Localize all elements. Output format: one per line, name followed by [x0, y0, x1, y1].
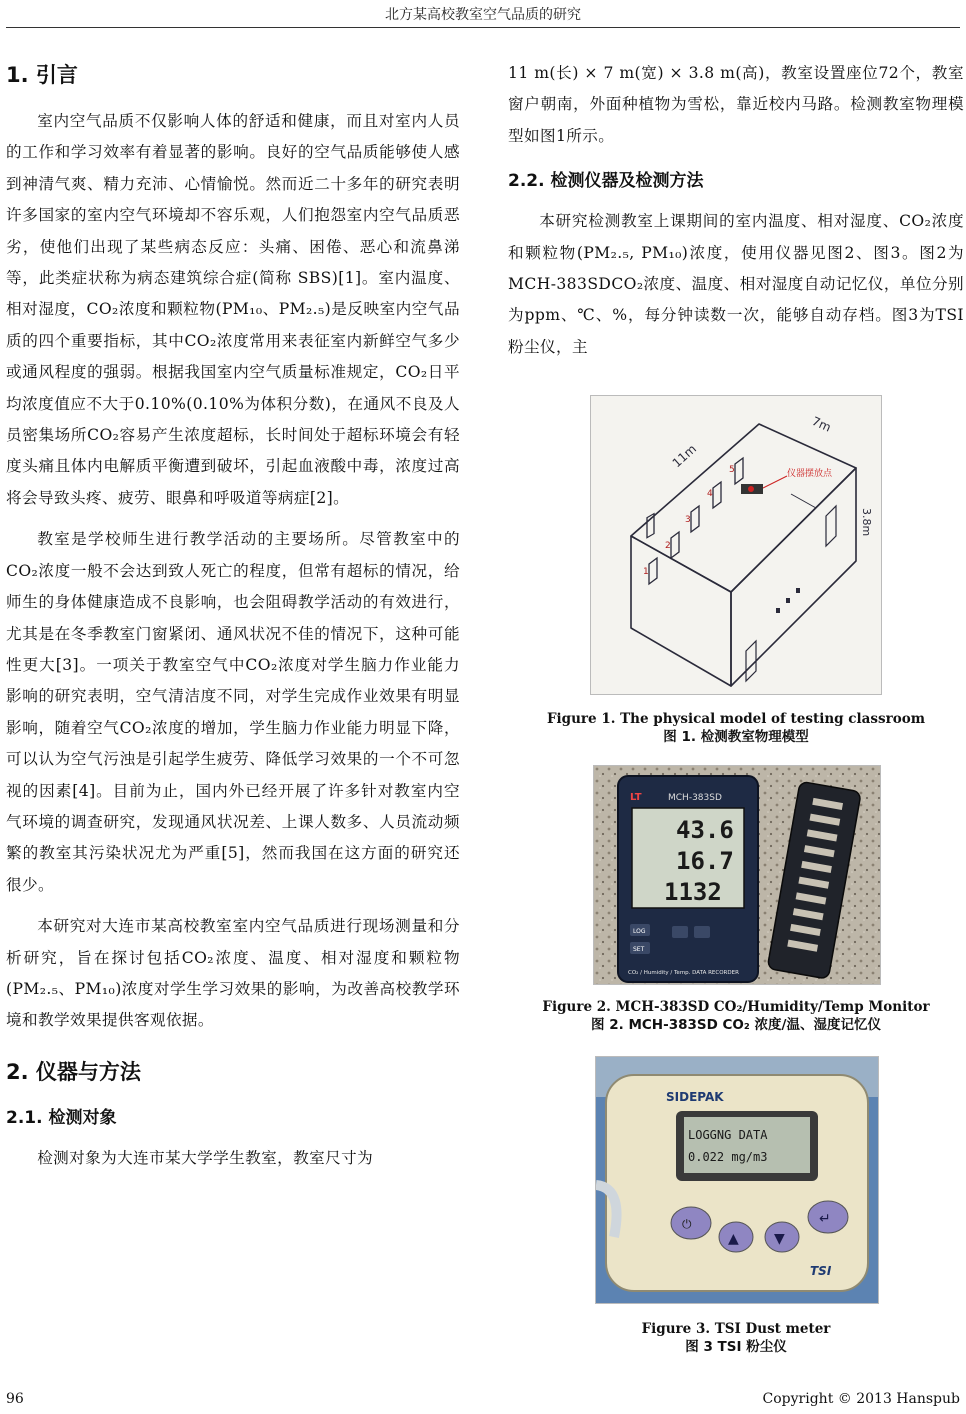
window-number-3: 3 [685, 515, 691, 525]
monitor-down-button [694, 926, 710, 938]
figure-1-caption-zh: 图 1. 检测教室物理模型 [663, 729, 809, 745]
figure-2-caption [508, 998, 964, 1034]
down-arrow-icon: ▼ [774, 1231, 785, 1247]
monitor-up-button [672, 926, 688, 938]
section-2-1-title: 2.1. 检测对象 [6, 1107, 117, 1128]
lcd-reading-3: 1132 [664, 878, 722, 906]
figure-3-caption-zh: 图 3 TSI 粉尘仪 [685, 1339, 787, 1355]
paragraph-object: 检测对象为大连市某大学学生教室，教室尺寸为 [37, 1148, 374, 1167]
section-2-title: 2. 仪器与方法 [6, 1059, 141, 1084]
paragraph-intro-3: 本研究对大连市某高校教室室内空气品质进行现场测量和分析研究，旨在探讨包括CO₂浓度、温度、相对湿度和颗粒物(PM₂.₅、PM₁₀)浓度对学生学习效果的影响，为改善高校教学环境和教学效果提供客观依据。 [6, 917, 460, 1030]
width-label: 7m [809, 413, 834, 435]
co2-monitor-drawing [594, 766, 880, 984]
length-label: 11m [669, 441, 700, 471]
figure-2-co2-monitor-photo [593, 765, 881, 985]
figure-3-caption-en: Figure 3. TSI Dust meter [641, 1321, 831, 1337]
figure-1-caption-en: Figure 1. The physical model of testing classroom [546, 711, 926, 727]
tsi-logo: TSI [810, 1264, 832, 1278]
up-arrow-icon: ▲ [728, 1231, 739, 1247]
paragraph-instruments: 本研究检测教室上课期间的室内温度、相对湿度、CO₂浓度和颗粒物(PM₂.₅, PM₁₀)浓度，使用仪器见图2、图3。图2为MCH-383SDCO₂浓度、温度、相对湿度自动记忆仪，单位分别为ppm、℃、%，每分钟读数一次，能够自动存档。图3为TSI粉尘仪，主 [508, 212, 964, 356]
instrument-dot [748, 486, 754, 492]
lcd-line-2: 0.022 mg/m3 [688, 1150, 768, 1164]
header-rule [6, 27, 960, 28]
window-number-5: 5 [729, 465, 735, 475]
dust-meter-drawing [596, 1057, 878, 1303]
height-label: 3.8m [860, 508, 873, 537]
copyright-notice: Copyright © 2013 Hanspub [762, 1391, 960, 1407]
paragraph-object-cont: 11 m(长) × 7 m(宽) × 3.8 m(高)，教室设置座位72个，教室窗户朝南，外面种植物为雪松，靠近校内马路。检测教室物理模型如图1所示。 [508, 64, 964, 145]
dust-meter-lcd [684, 1117, 810, 1173]
dust-meter-brand: SIDEPAK [666, 1090, 724, 1104]
enter-icon: ↵ [819, 1211, 831, 1227]
window-number-4: 4 [707, 489, 713, 499]
classroom-sketch-drawing [591, 396, 881, 694]
dust-meter-body [606, 1075, 868, 1291]
figure-3-caption [508, 1320, 964, 1356]
figure-1-caption [508, 710, 964, 746]
lcd-reading-2: 16.7 [676, 847, 734, 875]
window-number-1: 1 [643, 567, 649, 577]
section-2-2-title: 2.2. 检测仪器及检测方法 [508, 171, 704, 192]
running-head: 北方某高校教室空气品质的研究 [385, 7, 581, 23]
figure-2-caption-en: Figure 2. MCH-383SD CO₂/Humidity/Temp Monitor [542, 999, 930, 1015]
figure-1-classroom-sketch [590, 395, 882, 695]
monitor-bottom-label: CO₂ / Humidity / Temp. DATA RECORDER [628, 970, 739, 976]
paragraph-intro-1: 室内空气品质不仅影响人体的舒适和健康，而且对室内人员的工作和学习效率有着显著的影响。良好的空气品质能够使人感到神清气爽、精力充沛、心情愉悦。然而近二十多年的研究表明许多国家的室内空气环境却不容乐观，人们抱怨室内空气品质恶劣，使他们出现了某些病态反应：头痛、困倦、恶心和流鼻涕等，此类症状称为病态建筑综合症(简称 SBS)[1]。室内温度、相对湿度，CO₂浓度和颗粒物(PM₁₀、PM₂.₅)是反映室内空气品质的四个重要指标，其中CO₂浓度常用来表征室内新鲜空气多少或通风程度的强弱。根据我国室内空气质量标准规定，CO₂日平均浓度值应不大于0.10%(0.10%为体积分数)，在通风不良及人员密集场所CO₂容易产生浓度超标，长时间处于超标环境会有轻度头痛且体内电解质平衡遭到破坏，引起血液酸中毒，浓度过高将会导致头疼、疲劳、眼鼻和呼吸道等病症[2]。 [6, 112, 460, 507]
instrument-position-label: 仪器摆放点 [787, 469, 833, 479]
monitor-log-button: LOG [633, 928, 646, 935]
page-number: 96 [6, 1391, 24, 1407]
monitor-model-label: MCH-383SD [668, 793, 722, 803]
monitor-brand-logo: LT [630, 792, 642, 803]
figure-3-tsi-dust-meter-photo [595, 1056, 879, 1304]
figure-2-caption-zh: 图 2. MCH-383SD CO₂ 浓度/温、湿度记忆仪 [591, 1017, 881, 1033]
monitor-set-button: SET [633, 946, 645, 953]
power-icon: ⏻ [682, 1217, 692, 1231]
right-column [508, 58, 964, 363]
lcd-line-1: LOGGNG DATA [688, 1128, 768, 1142]
section-1-title: 1. 引言 [6, 63, 78, 87]
left-column [6, 58, 460, 1174]
lcd-reading-1: 43.6 [676, 816, 734, 844]
paragraph-intro-2: 教室是学校师生进行教学活动的主要场所。尽管教室中的CO₂浓度一般不会达到致人死亡的程度，但常有超标的情况，给师生的身体健康造成不良影响，也会阻碍教学活动的有效进行，尤其是在冬季教室门窗紧闭、通风状况不佳的情况下，这种可能性更大[3]。一项关于教室空气中CO₂浓度对学生脑力作业能力影响的研究表明，空气清洁度不同，对学生完成作业效果有明显影响，随着空气CO₂浓度的增加，学生脑力作业能力明显下降，可以认为空气污浊是引起学生疲劳、降低学习效果的一个不可忽视的因素[4]。目前为止，国内外已经开展了许多针对教室内空气环境的调查研究，发现通风状况差、上课人数多、人员流动频繁的教室其污染状况尤为严重[5]，然而我国在这方面的研究还很少。 [6, 530, 460, 894]
window-number-2: 2 [665, 541, 671, 551]
